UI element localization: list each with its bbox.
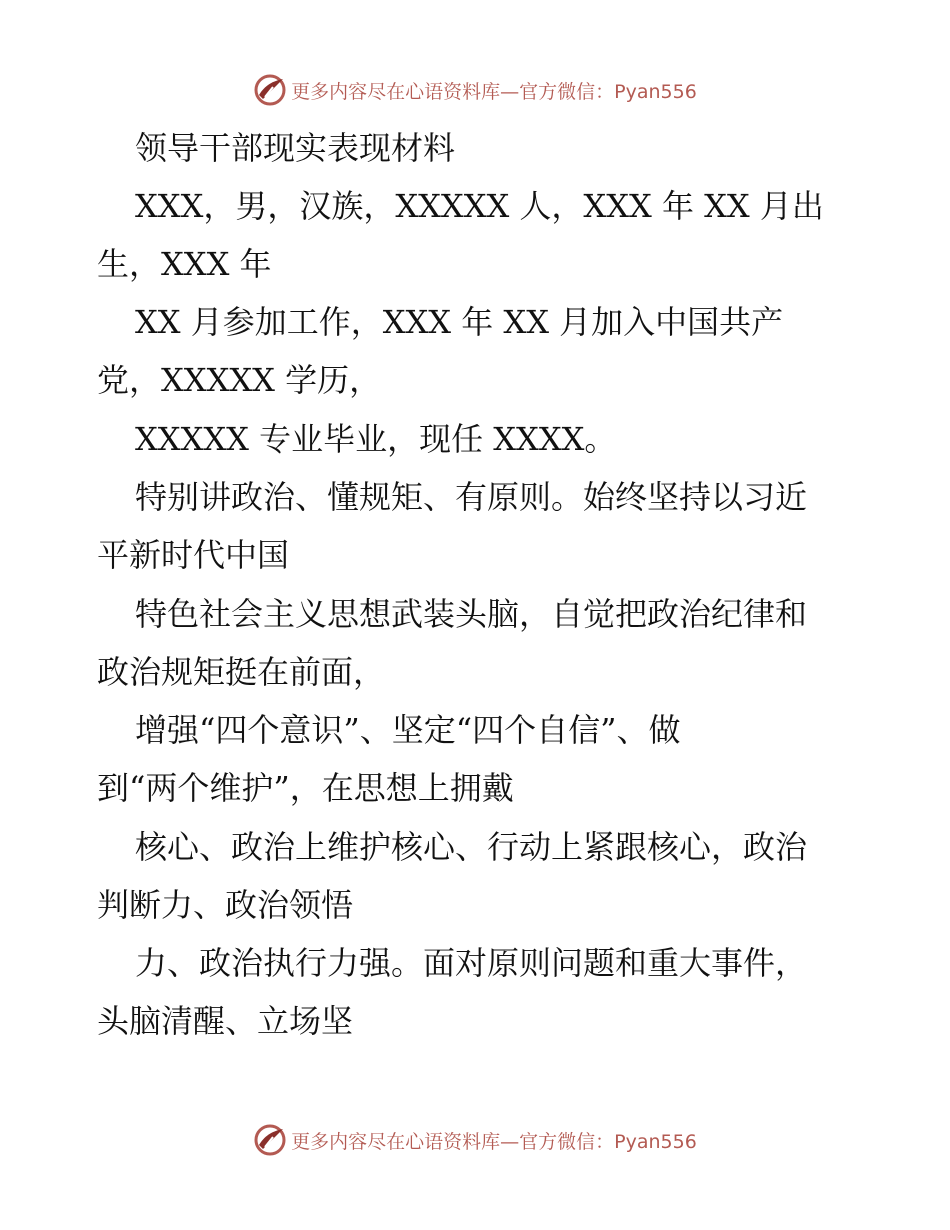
paragraph-line: XXXXX 专业毕业，现任 XXXX。 — [135, 420, 617, 458]
watermark-handle: Pyan556 — [614, 80, 697, 103]
paragraph-line: 党，XXXXX 学历， — [97, 361, 382, 399]
watermark-text: 更多内容尽在心语资料库—官方微信：Pyan556 — [291, 1130, 697, 1153]
watermark-handle: Pyan556 — [614, 1130, 697, 1153]
paragraph-line: 增强“四个意识”、坚定“四个自信”、做 — [135, 711, 681, 749]
paragraph-line: 政治规矩挺在前面， — [97, 653, 386, 691]
paragraph-line: 平新时代中国 — [97, 536, 290, 574]
paragraph-line: 力、政治执行力强。面对原则问题和重大事件， — [135, 944, 808, 982]
paragraph-line: 核心、政治上维护核心、行动上紧跟核心，政治 — [135, 828, 808, 866]
paragraph-line: 生，XXX 年 — [97, 245, 272, 283]
paragraph-line: 头脑清醒、立场坚 — [97, 1002, 354, 1040]
paragraph-line: XXX，男，汉族，XXXXX 人，XXX 年 XX 月出 — [135, 187, 824, 225]
paragraph-line: XX 月参加工作，XXX 年 XX 月加入中国共产 — [135, 303, 784, 341]
document-title: 领导干部现实表现材料 — [135, 129, 456, 167]
paragraph-line: 到“两个维护”，在思想上拥戴 — [97, 769, 514, 807]
footer-watermark — [0, 1120, 950, 1160]
watermark-logo-icon — [253, 1123, 287, 1157]
watermark-text: 更多内容尽在心语资料库—官方微信：Pyan556 — [291, 80, 697, 103]
paragraph-line: 特别讲政治、懂规矩、有原则。始终坚持以习近 — [135, 478, 808, 516]
paragraph-line: 特色社会主义思想武装头脑，自觉把政治纪律和 — [135, 595, 808, 633]
paragraph-line: 判断力、政治领悟 — [97, 886, 354, 924]
